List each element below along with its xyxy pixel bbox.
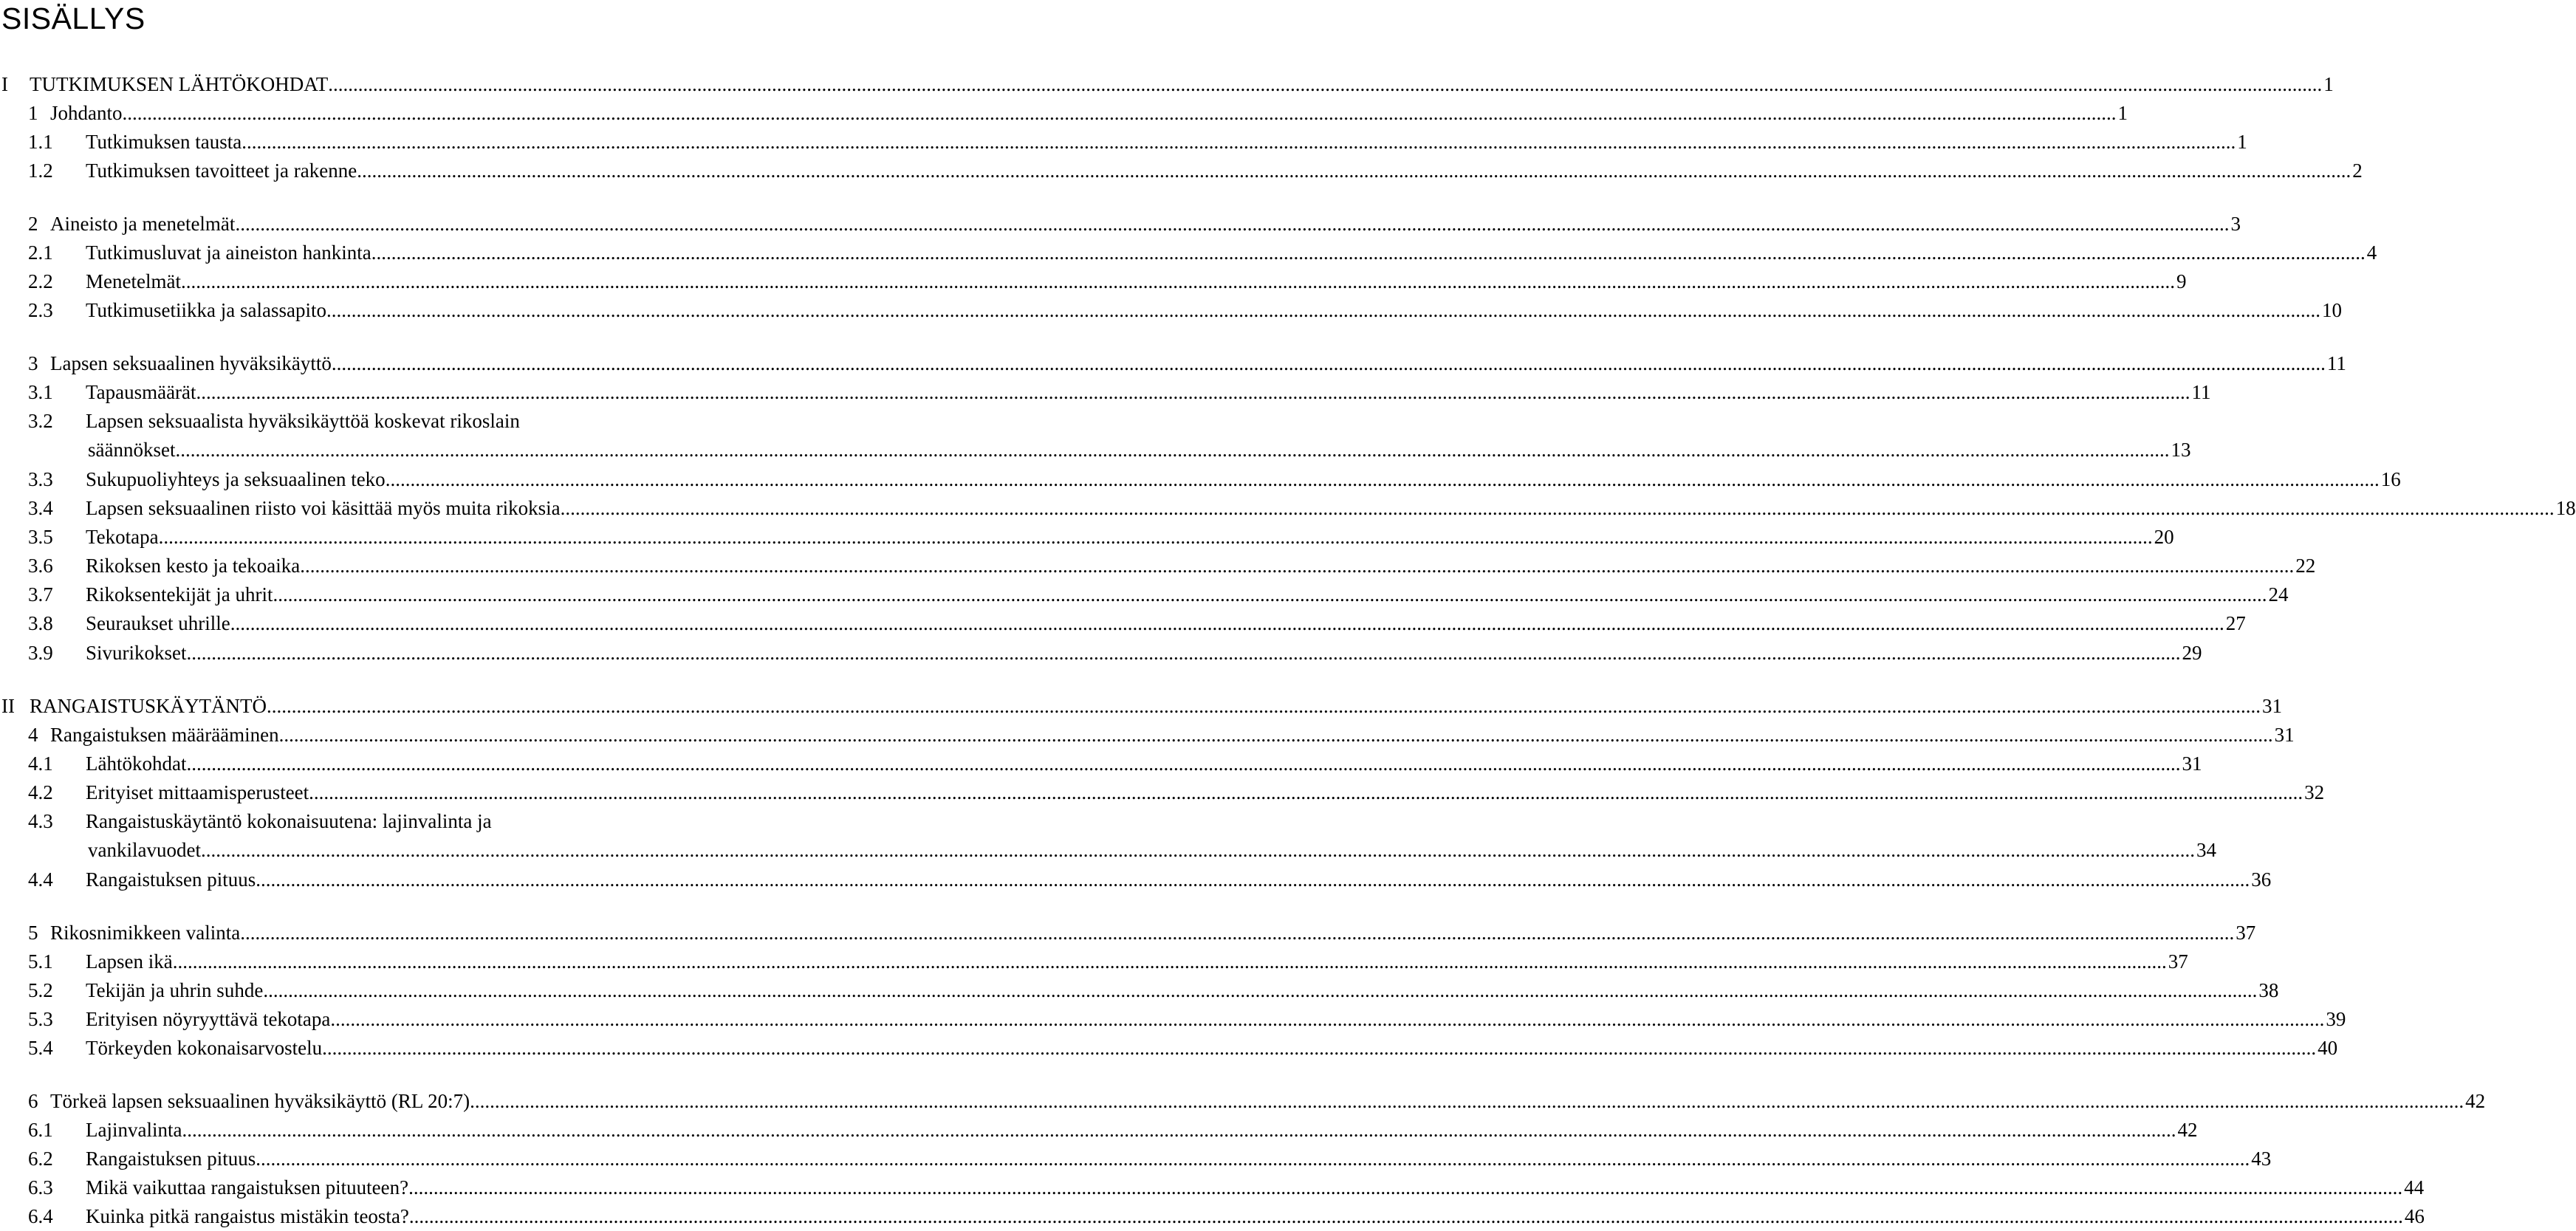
dot-leader: ................................................................................................................................................................................................................................................................................................................................................................................................................ (560, 497, 2555, 519)
toc-entry-page: 11 (2326, 352, 2346, 374)
toc-entry-number: 3.7 (28, 583, 53, 606)
toc-entry[interactable] (0, 720, 2295, 750)
toc-entry-title: Tekijän ja uhrin suhde (86, 979, 264, 1001)
dot-leader: ................................................................................................................................................................................................................................................................................................................................................................................................................ (300, 555, 2295, 577)
dot-leader: ................................................................................................................................................................................................................................................................................................................................................................................................................ (196, 381, 2190, 403)
dot-leader: ................................................................................................................................................................................................................................................................................................................................................................................................................ (122, 102, 2117, 124)
dot-leader: ................................................................................................................................................................................................................................................................................................................................................................................................................ (186, 642, 2181, 664)
dot-leader: ................................................................................................................................................................................................................................................................................................................................................................................................................ (172, 950, 2167, 973)
toc-entry-number: 5.4 (28, 1037, 53, 1059)
toc-entry-page: 44 (2404, 1176, 2425, 1199)
toc-entry-number: II (1, 695, 15, 717)
toc-entry-number: 6.2 (28, 1148, 53, 1170)
toc-entry-number: 4.4 (28, 868, 53, 891)
toc-entry-number: 6.3 (28, 1176, 53, 1199)
dot-leader: ................................................................................................................................................................................................................................................................................................................................................................................................................ (408, 1176, 2403, 1199)
toc-entry-title: Tutkimuksen tavoitteet ja rakenne (86, 160, 357, 182)
toc-entry-number: 4.2 (28, 781, 53, 803)
toc-entry-title: Tutkimusetiikka ja salassapito (86, 299, 326, 321)
dot-leader: ................................................................................................................................................................................................................................................................................................................................................................................................................ (273, 583, 2267, 606)
dot-leader: ................................................................................................................................................................................................................................................................................................................................................................................................................ (357, 160, 2351, 182)
toc-entry[interactable] (0, 69, 2334, 99)
toc-entry-title: RANGAISTUSKÄYTÄNTÖ (30, 695, 267, 717)
toc-entry-title: Tapausmäärät (86, 381, 196, 403)
toc-entry-page: 2 (2352, 160, 2363, 182)
page-title: SISÄLLYS (1, 1, 145, 35)
toc-entry-page: 42 (2465, 1090, 2486, 1112)
toc-entry[interactable] (0, 267, 2187, 296)
toc-entry-title: Rikosnimikkeen valinta (50, 922, 241, 944)
toc-entry-number: I (1, 73, 8, 95)
toc-entry[interactable] (0, 238, 2377, 267)
dot-leader: ................................................................................................................................................................................................................................................................................................................................................................................................................ (256, 1148, 2250, 1170)
toc-entry-number: 6 (28, 1090, 38, 1112)
toc-entry-page: 37 (2236, 922, 2256, 944)
toc-entry-number: 5 (28, 922, 38, 944)
toc-entry[interactable] (0, 349, 2346, 378)
toc-entry-number: 1 (28, 102, 38, 124)
toc-entry[interactable] (0, 1144, 2272, 1173)
toc-entry-title: Mikä vaikuttaa rangaistuksen pituuteen? (86, 1176, 409, 1199)
toc-entry-number: 4 (28, 724, 38, 746)
toc-entry-page: 1 (2323, 73, 2334, 95)
toc-entry-page: 31 (2182, 752, 2202, 775)
dot-leader: ................................................................................................................................................................................................................................................................................................................................................................................................................ (470, 1090, 2464, 1112)
toc-entry-page: 43 (2251, 1148, 2272, 1170)
toc-entry-title: Lapsen seksuaalista hyväksikäyttöä koskevat rikoslain (86, 410, 520, 432)
toc-entry-page: 31 (2274, 724, 2295, 746)
dot-leader: ................................................................................................................................................................................................................................................................................................................................................................................................................ (235, 213, 2230, 235)
toc-entry-title: Rangaistuksen määrääminen (50, 724, 279, 746)
toc-entry[interactable] (0, 638, 2202, 668)
toc-entry[interactable] (0, 749, 2202, 778)
toc-entry-page: 27 (2225, 612, 2246, 634)
toc-entry-title: Tutkimuksen tausta (86, 131, 242, 153)
toc-entry-page: 38 (2258, 979, 2279, 1001)
toc-entry-title: Tutkimusluvat ja aineiston hankinta (86, 241, 371, 264)
toc-entry-page: 40 (2318, 1037, 2338, 1059)
dot-leader: ................................................................................................................................................................................................................................................................................................................................................................................................................ (328, 73, 2323, 95)
toc-entry-number: 5.1 (28, 950, 53, 973)
dot-leader: ................................................................................................................................................................................................................................................................................................................................................................................................................ (230, 612, 2224, 634)
toc-entry[interactable] (0, 1115, 2198, 1145)
dot-leader: ................................................................................................................................................................................................................................................................................................................................................................................................................ (180, 270, 2175, 292)
toc-entry[interactable] (0, 1201, 2425, 1231)
toc-entry-title: Rikoksen kesto ja tekoaika (86, 555, 301, 577)
toc-entry[interactable] (0, 778, 2325, 807)
toc-entry-page: 24 (2268, 583, 2289, 606)
toc-entry-title-continuation: vankilavuodet (88, 839, 201, 861)
dot-leader: ................................................................................................................................................................................................................................................................................................................................................................................................................ (267, 695, 2261, 717)
toc-entry-title: Rangaistuksen pituus (86, 868, 256, 891)
dot-leader: ................................................................................................................................................................................................................................................................................................................................................................................................................ (371, 241, 2366, 264)
toc-entry[interactable] (0, 1086, 2486, 1116)
toc-entry[interactable] (0, 947, 2188, 976)
toc-entry-page: 20 (2154, 526, 2174, 548)
toc-entry-title: Sivurikokset (86, 642, 187, 664)
dot-leader: ................................................................................................................................................................................................................................................................................................................................................................................................................ (240, 922, 2235, 944)
dot-leader: ................................................................................................................................................................................................................................................................................................................................................................................................................ (331, 352, 2326, 374)
toc-entry-title: Lapsen ikä (86, 950, 173, 973)
toc-entry-page: 39 (2326, 1008, 2346, 1030)
toc-entry[interactable] (0, 295, 2342, 325)
toc-entry-title: Törkeä lapsen seksuaalinen hyväksikäyttö (RL 20:7) (50, 1090, 470, 1112)
toc-entry-number: 4.1 (28, 752, 53, 775)
toc-entry-number: 5.2 (28, 979, 53, 1001)
toc-entry-title: Lähtökohdat (86, 752, 187, 775)
toc-entry[interactable] (0, 580, 2289, 609)
dot-leader: ................................................................................................................................................................................................................................................................................................................................................................................................................ (186, 752, 2181, 775)
toc-entry-number: 4.3 (28, 810, 53, 832)
toc-entry-title-continuation: säännökset (88, 439, 176, 461)
toc-entry[interactable] (0, 127, 2247, 157)
toc-entry-page: 42 (2177, 1119, 2198, 1141)
toc-entry-title: Menetelmät (86, 270, 181, 292)
toc-entry[interactable] (0, 209, 2241, 239)
toc-entry-number: 3.5 (28, 526, 53, 548)
toc-entry-number: 6.4 (28, 1205, 53, 1227)
toc-entry-page: 36 (2251, 868, 2272, 891)
toc-entry-page: 16 (2380, 468, 2401, 490)
toc-entry-page: 11 (2191, 381, 2211, 403)
toc-entry-page: 13 (2171, 439, 2191, 461)
toc-entry-number: 5.3 (28, 1008, 53, 1030)
toc-entry-continuation[interactable] (0, 835, 2216, 865)
dot-leader: ................................................................................................................................................................................................................................................................................................................................................................................................................ (263, 979, 2258, 1001)
toc-entry-page: 46 (2404, 1205, 2425, 1227)
toc-entry[interactable] (0, 551, 2316, 580)
dot-leader: ................................................................................................................................................................................................................................................................................................................................................................................................................ (330, 1008, 2325, 1030)
toc-entry-number: 6.1 (28, 1119, 53, 1141)
toc-entry-continuation[interactable] (0, 435, 2191, 464)
toc-entry[interactable] (0, 975, 2279, 1005)
toc-entry-number: 1.2 (28, 160, 53, 182)
toc-entry-title: Rangaistuskäytäntö kokonaisuutena: lajinvalinta ja (86, 810, 492, 832)
dot-leader: ................................................................................................................................................................................................................................................................................................................................................................................................................ (326, 299, 2320, 321)
toc-entry-number: 2.3 (28, 299, 53, 321)
dot-leader: ................................................................................................................................................................................................................................................................................................................................................................................................................ (322, 1037, 2317, 1059)
toc-entry-page: 32 (2304, 781, 2325, 803)
dot-leader: ................................................................................................................................................................................................................................................................................................................................................................................................................ (158, 526, 2153, 548)
dot-leader: ................................................................................................................................................................................................................................................................................................................................................................................................................ (182, 1119, 2176, 1141)
toc-entry-page: 18 (2555, 497, 2576, 519)
toc-entry-page: 31 (2262, 695, 2282, 717)
toc-entry-number: 2.2 (28, 270, 53, 292)
toc-entry-number: 1.1 (28, 131, 53, 153)
toc-entry[interactable] (0, 156, 2363, 185)
toc-entry[interactable] (0, 691, 2282, 721)
toc-entry-title: TUTKIMUKSEN LÄHTÖKOHDAT (30, 73, 329, 95)
toc-entry[interactable] (0, 806, 694, 836)
toc-entry-title: Sukupuoliyhteys ja seksuaalinen teko (86, 468, 386, 490)
dot-leader: ................................................................................................................................................................................................................................................................................................................................................................................................................ (309, 781, 2303, 803)
toc-entry-page: 4 (2366, 241, 2377, 264)
toc-entry[interactable] (0, 1004, 2346, 1034)
toc-entry-page: 37 (2168, 950, 2188, 973)
toc-entry-number: 3.1 (28, 381, 53, 403)
dot-leader: ................................................................................................................................................................................................................................................................................................................................................................................................................ (256, 868, 2250, 891)
toc-entry-page: 1 (2117, 102, 2128, 124)
toc-entry-page: 9 (2176, 270, 2187, 292)
toc-entry[interactable] (0, 406, 694, 436)
toc-entry[interactable] (0, 918, 2256, 947)
toc-entry[interactable] (0, 522, 2174, 552)
toc-entry-number: 3.9 (28, 642, 53, 664)
toc-entry-number: 3.8 (28, 612, 53, 634)
toc-entry-page: 3 (2230, 213, 2241, 235)
toc-entry-title: Seuraukset uhrille (86, 612, 230, 634)
toc-entry-number: 2.1 (28, 241, 53, 264)
toc-entry-page: 34 (2196, 839, 2216, 861)
dot-leader: ................................................................................................................................................................................................................................................................................................................................................................................................................ (408, 1205, 2403, 1227)
toc-entry-page: 10 (2322, 299, 2342, 321)
dot-leader: ................................................................................................................................................................................................................................................................................................................................................................................................................ (175, 439, 2170, 461)
toc-entry[interactable] (0, 608, 2246, 638)
toc-entry-number: 3.6 (28, 555, 53, 577)
toc-entry-title: Rangaistuksen pituus (86, 1148, 256, 1170)
toc-entry-number: 3.4 (28, 497, 53, 519)
dot-leader: ................................................................................................................................................................................................................................................................................................................................................................................................................ (278, 724, 2273, 746)
toc-entry-title: Johdanto (50, 102, 123, 124)
toc-entry-title: Erityisen nöyryyttävä tekotapa (86, 1008, 331, 1030)
toc-entry-title: Rikoksentekijät ja uhrit (86, 583, 273, 606)
toc-entry-title: Aineisto ja menetelmät (50, 213, 236, 235)
toc-entry-title: Lapsen seksuaalinen hyväksikäyttö (50, 352, 332, 374)
toc-entry-number: 3.2 (28, 410, 53, 432)
toc-entry-title: Kuinka pitkä rangaistus mistäkin teosta? (86, 1205, 409, 1227)
dot-leader: ................................................................................................................................................................................................................................................................................................................................................................................................................ (242, 131, 2236, 153)
dot-leader: ................................................................................................................................................................................................................................................................................................................................................................................................................ (385, 468, 2380, 490)
toc-entry[interactable] (0, 865, 2272, 894)
toc-entry-title: Lajinvalinta (86, 1119, 182, 1141)
toc-entry-number: 3 (28, 352, 38, 374)
toc-entry[interactable] (0, 464, 2401, 494)
dot-leader: ................................................................................................................................................................................................................................................................................................................................................................................................................ (200, 839, 2195, 861)
toc-entry-page: 1 (2237, 131, 2247, 153)
toc-entry-page: 29 (2182, 642, 2202, 664)
toc-entry-number: 3.3 (28, 468, 53, 490)
toc-entry-title: Törkeyden kokonaisarvostelu (86, 1037, 323, 1059)
toc-entry-title: Lapsen seksuaalinen riisto voi käsittää myös muita rikoksia (86, 497, 561, 519)
toc-entry[interactable] (0, 493, 2576, 523)
toc-entry[interactable] (0, 1173, 2425, 1202)
toc-entry[interactable] (0, 98, 2128, 128)
toc-entry[interactable] (0, 1033, 2338, 1063)
toc-entry-page: 22 (2295, 555, 2316, 577)
toc-entry-title: Erityiset mittaamisperusteet (86, 781, 309, 803)
toc-entry[interactable] (0, 377, 2211, 407)
toc-entry-title: Tekotapa (86, 526, 159, 548)
toc-entry-number: 2 (28, 213, 38, 235)
